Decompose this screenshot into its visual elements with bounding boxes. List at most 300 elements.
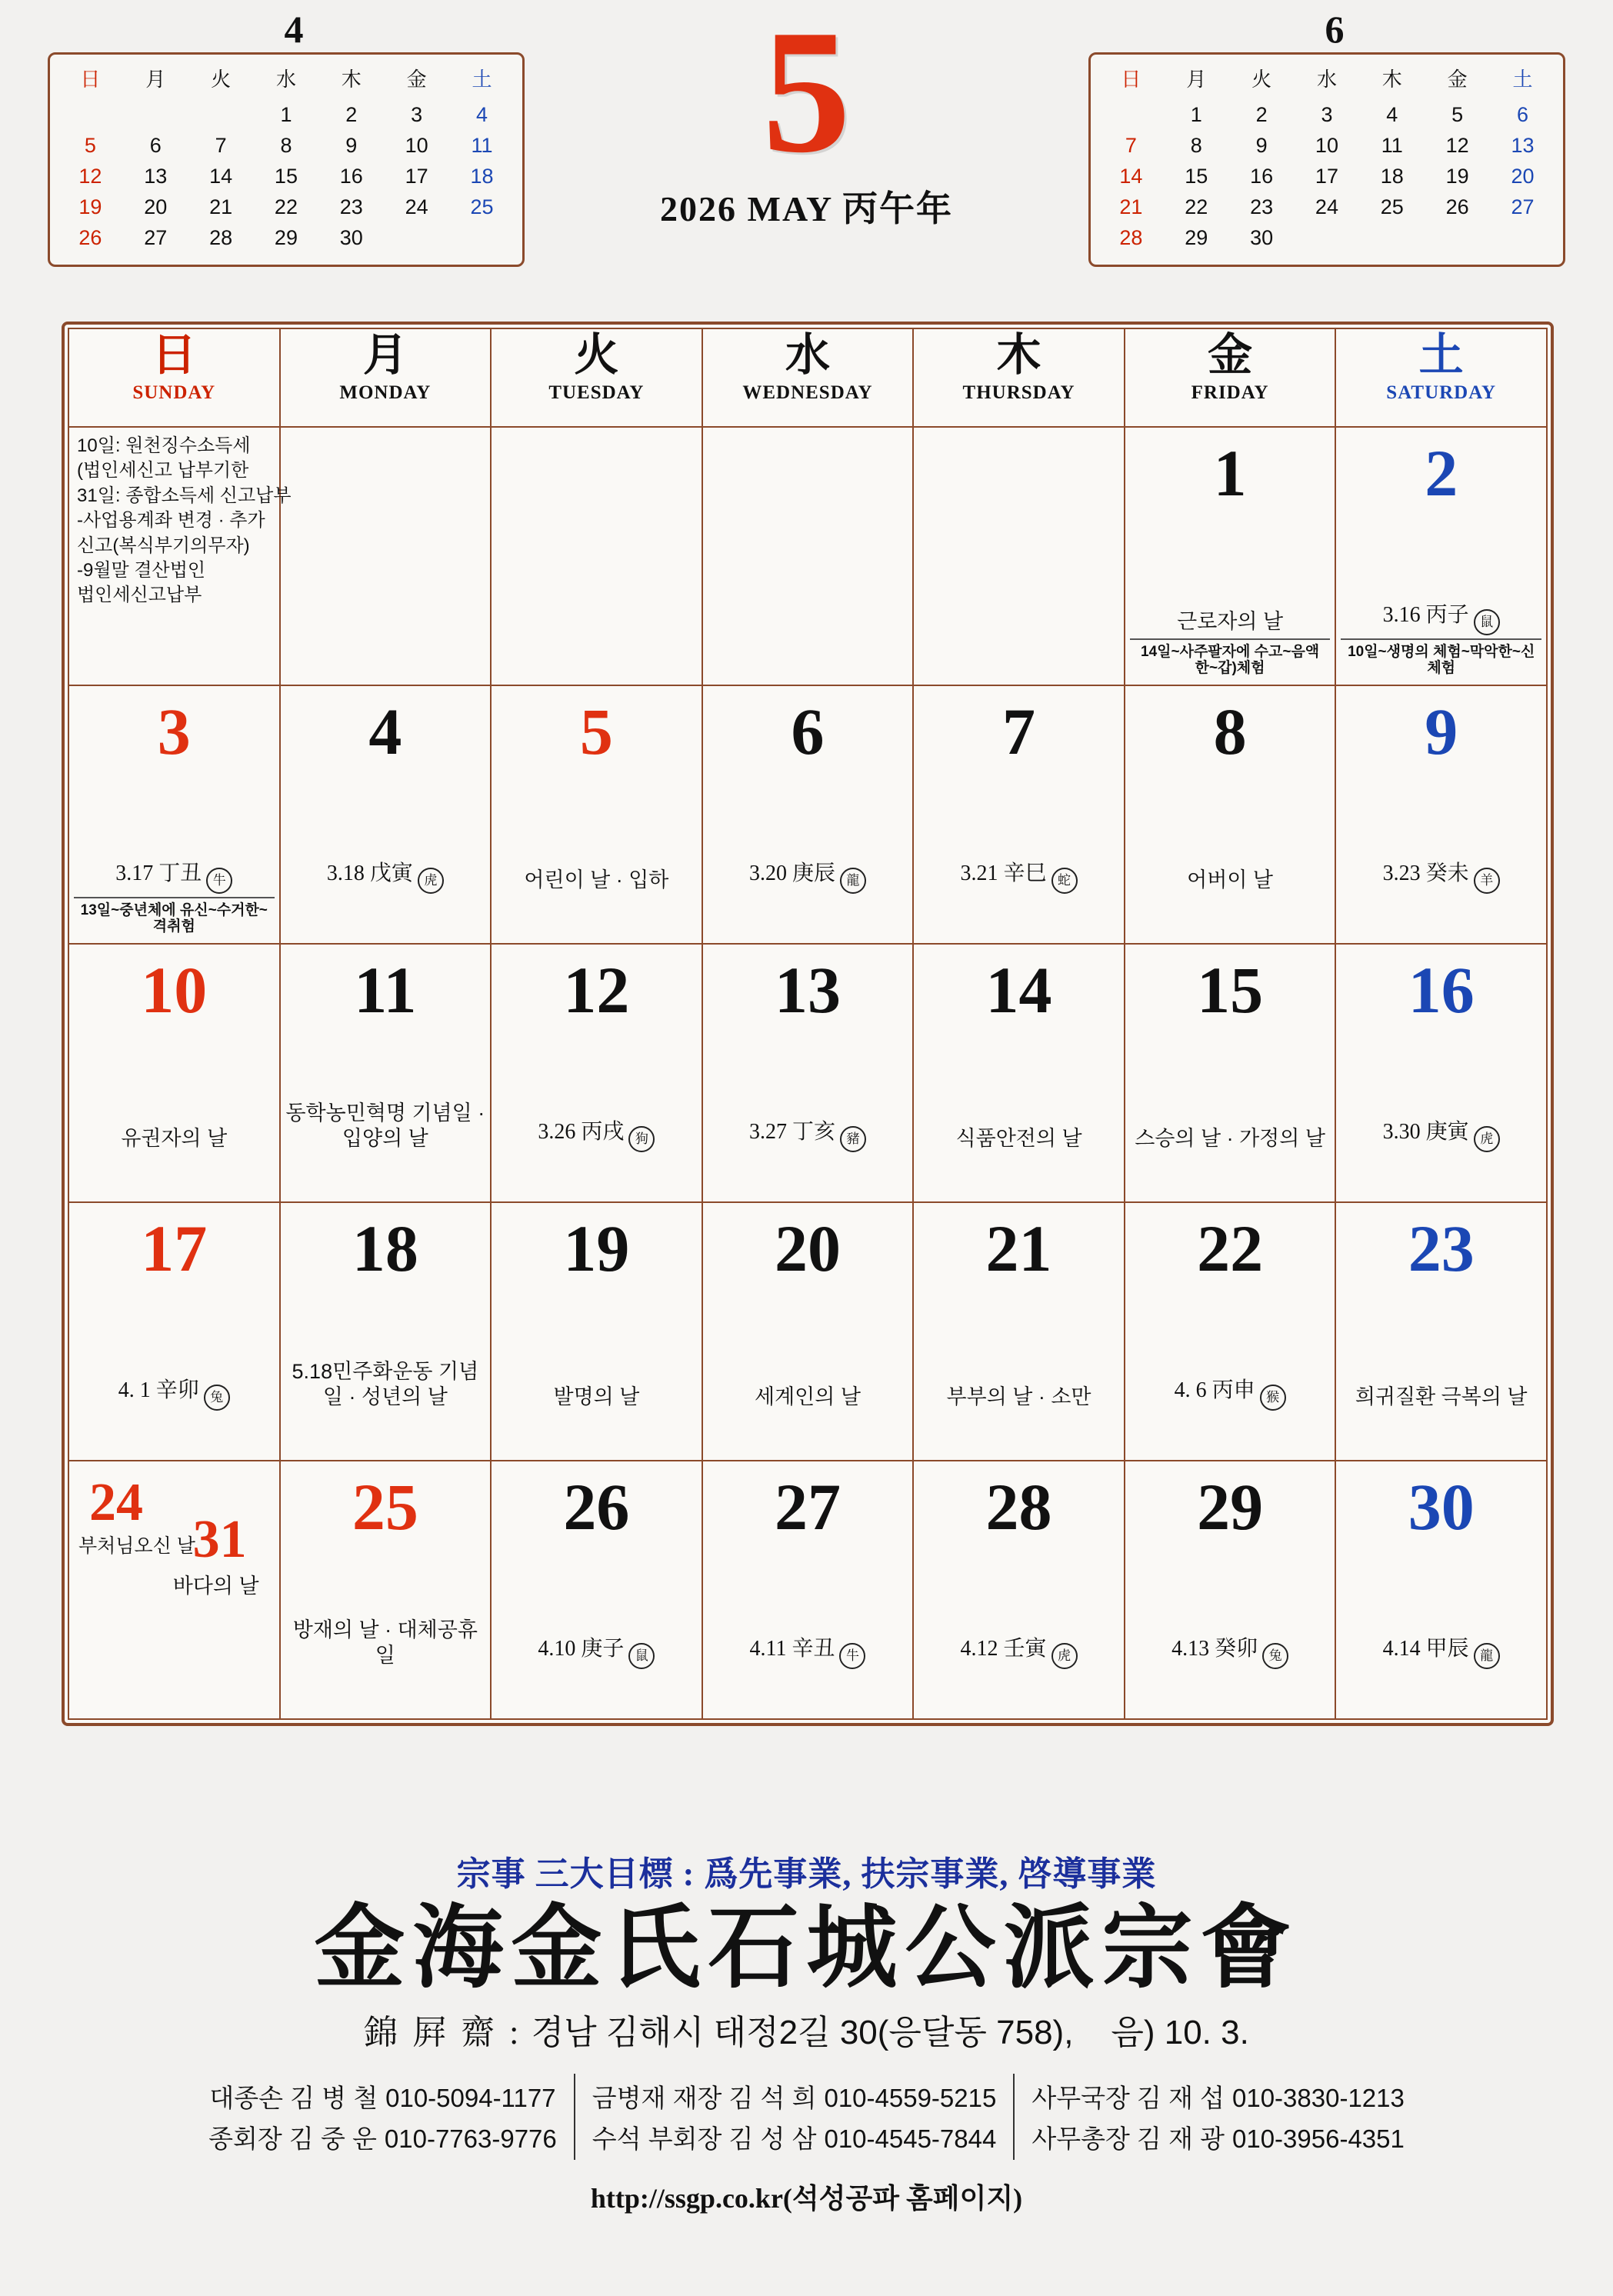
mini-day-cell: 7 — [215, 134, 227, 157]
weekday-en: SUNDAY — [132, 382, 216, 403]
day-cell-5[interactable] — [491, 685, 702, 944]
day-cell-4[interactable] — [280, 685, 492, 944]
mini-day-cell: 24 — [1315, 195, 1338, 218]
contact-phone[interactable]: 010-4545-7844 — [824, 2124, 997, 2153]
day-number[interactable]: 5 — [579, 695, 613, 768]
mini-day-cell: 22 — [1185, 195, 1208, 218]
day-cell-11[interactable] — [280, 944, 492, 1202]
contact-column-2 — [574, 2074, 1014, 2160]
day-cell-30[interactable] — [1335, 1461, 1547, 1719]
day-event-label: 부부의 날 · 소만 — [946, 1385, 1091, 1409]
lunar-text: 3.20 庚辰 — [748, 861, 835, 885]
contact-row — [1031, 2078, 1405, 2114]
lunar-text: 3.16 丙子 — [1382, 603, 1469, 627]
lunar-text: 3.23 癸未 — [1382, 861, 1469, 885]
mini-dow-header: 火 — [1251, 68, 1272, 91]
contact-phone[interactable]: 010-3830-1213 — [1232, 2083, 1405, 2112]
mini-day-cell: 21 — [1119, 195, 1143, 218]
contact-row — [592, 2078, 997, 2114]
contact-name: 수석 부회장 김 성 삼 — [592, 2124, 817, 2153]
lunar-date-label — [69, 1377, 279, 1411]
day-number[interactable]: 2 — [1425, 436, 1458, 510]
tax-memo-cell — [68, 427, 292, 685]
day-number[interactable]: 30 — [1408, 1470, 1475, 1544]
lunar-text: 4. 1 辛卯 — [118, 1378, 199, 1402]
dual-day-wrap — [75, 1465, 273, 1611]
contact-name: 종회장 김 중 운 — [208, 2124, 377, 2153]
mini-day-cell: 5 — [1451, 103, 1464, 126]
calendar-header — [0, 0, 1613, 308]
mini-day-cell — [1425, 223, 1490, 254]
contact-name: 대종손 김 병 철 — [209, 2083, 378, 2112]
mini-day-cell — [384, 223, 449, 254]
organization-name: 金海金氏石城公派宗會 — [314, 1898, 1299, 1999]
lunar-text: 3.26 丙戌 — [538, 1120, 625, 1144]
mini-day-cell — [58, 100, 123, 131]
mini-dow-header: 水 — [1316, 68, 1337, 91]
mini-day-cell: 14 — [209, 165, 233, 188]
mini-day-cell: 11 — [1381, 134, 1403, 157]
zodiac-icon: 兔 — [1262, 1643, 1288, 1669]
day-cell-22[interactable] — [1125, 1202, 1336, 1461]
lunar-date-label — [1336, 860, 1546, 894]
zodiac-icon: 鼠 — [628, 1643, 655, 1669]
contact-name: 사무총장 김 재 광 — [1031, 2124, 1225, 2153]
lunar-date-label — [281, 860, 491, 894]
day-number[interactable]: 17 — [141, 1211, 208, 1285]
day-cell-2[interactable] — [1335, 427, 1547, 685]
mini-day-cell: 18 — [1380, 165, 1404, 188]
day-number-24[interactable]: 24 — [89, 1473, 143, 1532]
weekday-header-saturday — [1335, 328, 1547, 427]
mini-day-cell: 24 — [405, 195, 428, 218]
day-cell-29[interactable] — [1125, 1461, 1336, 1719]
contact-phone[interactable]: 010-4559-5215 — [824, 2083, 997, 2112]
mini-day-cell: 17 — [1315, 165, 1338, 188]
mini-week-row — [58, 192, 515, 223]
mini-day-cell: 14 — [1119, 165, 1143, 188]
calendar-week-row — [68, 1461, 1547, 1719]
day-number[interactable]: 16 — [1408, 953, 1475, 1027]
memo-line: -사업용계좌 변경 · 추가 — [77, 510, 265, 532]
day-cell-28[interactable] — [913, 1461, 1125, 1719]
contact-name: 사무국장 김 재 섭 — [1031, 2083, 1225, 2112]
mini-day-cell: 26 — [78, 226, 102, 249]
mini-dow-header: 水 — [275, 68, 296, 91]
lunar-text: 3.17 丁丑 — [115, 861, 202, 885]
mini-dow-header: 火 — [211, 68, 232, 91]
day-cell-14[interactable] — [913, 944, 1125, 1202]
mini-day-cell: 6 — [149, 134, 162, 157]
empty-day-cell — [913, 427, 1125, 685]
day-cell-7[interactable] — [913, 685, 1125, 944]
footer — [0, 1846, 1613, 2216]
lunar-date-label — [1336, 1635, 1546, 1669]
mini-dow-header: 土 — [1512, 68, 1533, 91]
mini-day-cell — [1359, 223, 1425, 254]
zodiac-icon: 虎 — [418, 868, 444, 894]
zodiac-icon: 虎 — [1051, 1643, 1078, 1669]
mini-day-cell: 10 — [1315, 134, 1338, 157]
day-number[interactable]: 25 — [352, 1470, 418, 1544]
mini-day-cell: 21 — [209, 195, 233, 218]
day-number[interactable]: 14 — [985, 953, 1052, 1027]
calendar-week-row — [68, 427, 1547, 685]
day-cell-1[interactable] — [1125, 427, 1336, 685]
day-number[interactable]: 11 — [354, 953, 417, 1027]
mini-day-cell — [449, 223, 515, 254]
mini-day-cell: 16 — [339, 165, 363, 188]
zodiac-icon: 牛 — [839, 1643, 865, 1669]
tax-memo-text — [75, 431, 292, 611]
mini-dow-header: 月 — [145, 68, 166, 91]
mini-day-cell: 4 — [476, 103, 488, 126]
mini-day-cell: 2 — [345, 103, 358, 126]
lunar-text: 4.10 庚子 — [538, 1637, 625, 1661]
day-event-label: 근로자의 날 — [1177, 610, 1284, 634]
contact-column-3 — [1013, 2074, 1421, 2160]
weekday-en: WEDNESDAY — [742, 382, 873, 403]
day-event-label: 어린이 날 · 입하 — [524, 868, 669, 892]
mini-day-cell: 15 — [274, 165, 298, 188]
mini-day-cell: 29 — [1185, 226, 1208, 249]
lunar-date-label — [69, 860, 279, 894]
memo-line: 신고(복식부기의무자) — [77, 535, 250, 556]
big-month-number: 5 — [762, 0, 851, 189]
day-number[interactable]: 13 — [774, 953, 841, 1027]
lunar-date-label — [703, 1118, 913, 1152]
mini-day-cell: 30 — [1250, 226, 1274, 249]
mini-day-cell — [1490, 223, 1555, 254]
mini-day-cell: 26 — [1445, 195, 1469, 218]
calendar-week-row — [68, 944, 1547, 1202]
weekday-header-tuesday — [491, 328, 702, 427]
weekday-en: FRIDAY — [1191, 382, 1269, 403]
lunar-date-label — [492, 1118, 702, 1152]
weekday-cn: 水 — [785, 330, 830, 380]
day-cell-21[interactable] — [913, 1202, 1125, 1461]
mini-day-cell: 22 — [274, 195, 298, 218]
lunar-date-label — [1336, 1118, 1546, 1152]
day-cell-16[interactable] — [1335, 944, 1547, 1202]
lunar-date-label — [703, 1635, 913, 1669]
day-event-label: 희귀질환 극복의 날 — [1355, 1385, 1528, 1409]
weekday-cn: 火 — [574, 330, 619, 380]
zodiac-icon: 龍 — [840, 868, 866, 894]
mini-day-cell: 10 — [405, 134, 428, 157]
day-number[interactable]: 28 — [985, 1470, 1052, 1544]
weekday-cn: 月 — [362, 330, 408, 380]
day-event-label: 5.18민주화운동 기념일 · 성년의 날 — [292, 1359, 479, 1409]
address-text: 경남 김해시 태정2길 30(응달동 758), — [531, 2013, 1074, 2051]
day-number[interactable]: 19 — [563, 1211, 630, 1285]
day-cell-9[interactable] — [1335, 685, 1547, 944]
lunar-date-label — [914, 860, 1124, 894]
mini-dow-header: 土 — [472, 68, 492, 91]
lunar-text: 4.12 壬寅 — [960, 1637, 1047, 1661]
calendar-week-row — [68, 1202, 1547, 1461]
empty-day-cell — [702, 427, 914, 685]
mini-day-cell: 20 — [1511, 165, 1535, 188]
contact-phone[interactable]: 010-7763-9776 — [384, 2124, 557, 2153]
mini-day-cell: 2 — [1255, 103, 1268, 126]
lunar-text: 4.14 甲辰 — [1382, 1637, 1469, 1661]
mini-day-cell: 23 — [1250, 195, 1274, 218]
mini-day-cell: 9 — [1255, 134, 1268, 157]
lunar-date-label — [1125, 1635, 1335, 1669]
day-number[interactable]: 4 — [368, 695, 402, 768]
memo-line: (법인세신고 납부기한 — [77, 460, 249, 482]
day-event-label: 어버이 날 — [1187, 868, 1274, 892]
day-number[interactable]: 7 — [1002, 695, 1036, 768]
weekday-header-thursday — [913, 328, 1125, 427]
day-cell-25[interactable] — [280, 1461, 492, 1719]
weekday-en: TUESDAY — [548, 382, 645, 403]
mini-dow-header: 木 — [1381, 68, 1402, 91]
mini-day-cell: 28 — [1119, 226, 1143, 249]
day-cell-13[interactable] — [702, 944, 914, 1202]
day-number[interactable]: 29 — [1197, 1470, 1264, 1544]
day-cell-6[interactable] — [702, 685, 914, 944]
mini-prev-table — [58, 61, 515, 254]
day-event-label: 식품안전의 날 — [955, 1127, 1082, 1151]
day-event-label: 유권자의 날 — [121, 1127, 228, 1151]
lunar-date-label — [1336, 601, 1546, 635]
mini-day-cell: 27 — [144, 226, 168, 249]
mini-day-cell: 20 — [144, 195, 168, 218]
month-grid — [62, 322, 1554, 1726]
mini-day-cell: 1 — [280, 103, 292, 126]
day-number[interactable]: 9 — [1425, 695, 1458, 768]
mini-dow-header: 月 — [1186, 68, 1207, 91]
mini-day-cell: 13 — [1511, 134, 1535, 157]
mini-day-cell — [1295, 223, 1360, 254]
mini-week-row — [1098, 223, 1555, 254]
mini-day-cell: 19 — [78, 195, 102, 218]
footer-slogan: 宗事 三大目標 : 爲先事業, 扶宗事業, 啓導事業 — [456, 1855, 1157, 1893]
lunar-date-label — [914, 1635, 1124, 1669]
contact-name: 금병재 재장 김 석 희 — [592, 2083, 817, 2112]
day-note-24: 부처님오신 날 — [78, 1535, 195, 1557]
mini-day-cell — [188, 100, 254, 131]
mini-day-cell: 13 — [144, 165, 168, 188]
address-lunar-note: 음) 10. 3. — [1111, 2013, 1249, 2051]
mini-calendar-next-month — [1088, 8, 1565, 267]
weekday-cn: 金 — [1208, 330, 1253, 380]
day-event-label: 발명의 날 — [553, 1385, 640, 1409]
mini-day-cell: 25 — [470, 195, 494, 218]
mini-day-cell: 15 — [1185, 165, 1208, 188]
day-number-31[interactable]: 31 — [192, 1510, 247, 1569]
weekday-header-friday — [1125, 328, 1336, 427]
mini-dow-header: 金 — [406, 68, 427, 91]
day-number[interactable]: 15 — [1197, 953, 1264, 1027]
mini-day-cell: 28 — [209, 226, 233, 249]
mini-day-cell: 8 — [1190, 134, 1202, 157]
mini-dow-header: 木 — [341, 68, 362, 91]
day-event-label: 스승의 날 · 가정의 날 — [1135, 1127, 1325, 1151]
contact-row — [1031, 2119, 1405, 2155]
weekday-cn: 日 — [152, 330, 197, 380]
mini-dow-header: 日 — [1121, 68, 1141, 91]
lunar-text: 4.11 辛丑 — [749, 1637, 835, 1661]
mini-week-row — [58, 223, 515, 254]
weekday-en: MONDAY — [339, 382, 432, 403]
mini-next-table — [1098, 61, 1555, 254]
day-number[interactable]: 22 — [1197, 1211, 1264, 1285]
mini-day-cell: 23 — [339, 195, 363, 218]
day-number[interactable]: 10 — [141, 953, 208, 1027]
contact-row — [592, 2119, 997, 2155]
day-cell-19[interactable] — [491, 1202, 702, 1461]
mini-week-row — [58, 131, 515, 162]
mini-week-row — [1098, 100, 1555, 131]
mini-day-cell — [1098, 100, 1164, 131]
lunar-text: 3.27 丁亥 — [748, 1120, 835, 1144]
mini-dow-header: 金 — [1447, 68, 1468, 91]
mini-day-cell: 18 — [470, 165, 494, 188]
mini-day-cell: 12 — [78, 165, 102, 188]
address-line — [0, 2004, 1613, 2054]
mini-day-cell: 11 — [471, 134, 493, 157]
weekday-header-wednesday — [702, 328, 914, 427]
mini-week-row — [1098, 131, 1555, 162]
day-cell-26[interactable] — [491, 1461, 702, 1719]
mini-day-cell: 9 — [345, 134, 358, 157]
mini-day-cell: 25 — [1380, 195, 1404, 218]
zodiac-icon: 蛇 — [1051, 868, 1078, 894]
day-footnote: 14일~사주팔자에 수고~음액한~갑)체험 — [1130, 638, 1331, 677]
day-note-31: 바다의 날 — [172, 1575, 259, 1598]
contact-phone[interactable]: 010-5094-1177 — [385, 2083, 556, 2112]
mini-day-cell: 6 — [1517, 103, 1529, 126]
lunar-text: 3.21 辛巳 — [960, 861, 1047, 885]
day-number[interactable]: 3 — [157, 695, 191, 768]
day-event-label: 세계인의 날 — [755, 1385, 861, 1409]
mini-calendar-prev-month — [48, 8, 525, 267]
contact-list — [0, 2074, 1613, 2160]
weekday-cn: 土 — [1418, 330, 1464, 380]
weekday-en: THURSDAY — [962, 382, 1075, 403]
zodiac-icon: 牛 — [206, 868, 232, 894]
day-cell-12[interactable] — [491, 944, 702, 1202]
calendar-week-row — [68, 685, 1547, 944]
mini-prev-title: 4 — [284, 8, 304, 51]
day-footnote: 13일~중년체에 유신~수거한~격취험 — [74, 897, 275, 935]
mini-week-row — [58, 100, 515, 131]
day-cell-24-31[interactable] — [68, 1461, 280, 1719]
day-cell-3[interactable] — [68, 685, 280, 944]
zodiac-icon: 鼠 — [1474, 609, 1500, 635]
mini-week-row — [1098, 162, 1555, 192]
zodiac-icon: 狗 — [628, 1126, 655, 1152]
memo-line: -9월말 결산법인 — [77, 559, 206, 581]
day-cell-20[interactable] — [702, 1202, 914, 1461]
day-cell-23[interactable] — [1335, 1202, 1547, 1461]
day-footnote: 10일~생명의 체험~막악한~신체험 — [1341, 638, 1541, 677]
mini-day-cell: 29 — [274, 226, 298, 249]
mini-day-cell: 3 — [1321, 103, 1333, 126]
day-event-label: 방재의 날 · 대체공휴일 — [292, 1618, 478, 1668]
mini-week-row — [1098, 192, 1555, 223]
weekday-header-monday — [280, 328, 492, 427]
day-number[interactable]: 21 — [985, 1211, 1052, 1285]
weekday-cn: 木 — [996, 330, 1041, 380]
weekday-header-sunday — [68, 328, 280, 427]
zodiac-icon: 猴 — [1260, 1385, 1286, 1411]
contact-row — [208, 2119, 557, 2155]
website-link[interactable]: http://ssgp.co.kr(석성공파 홈페이지) — [590, 2182, 1023, 2214]
mini-day-cell: 16 — [1250, 165, 1274, 188]
day-cell-10[interactable] — [68, 944, 280, 1202]
mini-day-cell: 19 — [1445, 165, 1469, 188]
day-number[interactable]: 27 — [774, 1470, 841, 1544]
day-number[interactable]: 18 — [352, 1211, 418, 1285]
contact-column-1 — [192, 2074, 574, 2160]
memo-line: 법인세신고납부 — [77, 585, 202, 606]
mini-day-cell: 8 — [280, 134, 292, 157]
lunar-date-label — [703, 860, 913, 894]
mini-day-cell: 17 — [405, 165, 428, 188]
zodiac-icon: 龍 — [1474, 1643, 1500, 1669]
mini-day-cell: 27 — [1511, 195, 1535, 218]
mini-day-cell: 3 — [411, 103, 423, 126]
weekday-en: SATURDAY — [1386, 382, 1497, 403]
empty-day-cell — [280, 427, 492, 685]
contact-phone[interactable]: 010-3956-4351 — [1232, 2124, 1405, 2153]
year-month-label: 2026 MAY 丙午年 — [660, 188, 953, 228]
day-number[interactable]: 26 — [563, 1470, 630, 1544]
mini-day-cell: 30 — [339, 226, 363, 249]
lunar-date-label — [1125, 1377, 1335, 1411]
contact-row — [208, 2078, 557, 2114]
day-number[interactable]: 23 — [1408, 1211, 1475, 1285]
mini-day-cell — [123, 100, 188, 131]
mini-day-cell: 7 — [1125, 134, 1137, 157]
lunar-text: 4. 6 丙申 — [1174, 1378, 1255, 1402]
lunar-text: 4.13 癸卯 — [1171, 1637, 1258, 1661]
mini-day-cell: 12 — [1445, 134, 1469, 157]
zodiac-icon: 兔 — [204, 1385, 230, 1411]
memo-line: 10일: 원천징수소득세 — [77, 435, 251, 456]
day-number[interactable]: 6 — [791, 695, 825, 768]
empty-day-cell — [491, 427, 702, 685]
mini-week-row — [58, 162, 515, 192]
day-cell-17[interactable] — [68, 1202, 280, 1461]
lunar-text: 3.18 戊寅 — [326, 861, 413, 885]
zodiac-icon: 虎 — [1474, 1126, 1500, 1152]
day-cell-18[interactable] — [280, 1202, 492, 1461]
zodiac-icon: 豬 — [840, 1126, 866, 1152]
month-title-block — [538, 0, 1076, 232]
day-number[interactable]: 20 — [774, 1211, 841, 1285]
day-cell-8[interactable] — [1125, 685, 1336, 944]
day-cell-15[interactable] — [1125, 944, 1336, 1202]
mini-day-cell: 4 — [1386, 103, 1398, 126]
mini-day-cell: 1 — [1190, 103, 1202, 126]
day-event-label: 동학농민혁명 기념일 · 입양의 날 — [285, 1101, 485, 1151]
day-number[interactable]: 1 — [1213, 436, 1247, 510]
memo-line: 31일: 종합소득세 신고납부 — [77, 485, 292, 506]
address-hanja-label: 錦 屛 齋 : — [364, 2013, 522, 2051]
mini-day-cell: 5 — [84, 134, 96, 157]
lunar-text: 3.30 庚寅 — [1382, 1120, 1469, 1144]
lunar-date-label — [492, 1635, 702, 1669]
zodiac-icon: 羊 — [1474, 868, 1500, 894]
day-number[interactable]: 8 — [1213, 695, 1247, 768]
day-cell-27[interactable] — [702, 1461, 914, 1719]
day-number[interactable]: 12 — [563, 953, 630, 1027]
